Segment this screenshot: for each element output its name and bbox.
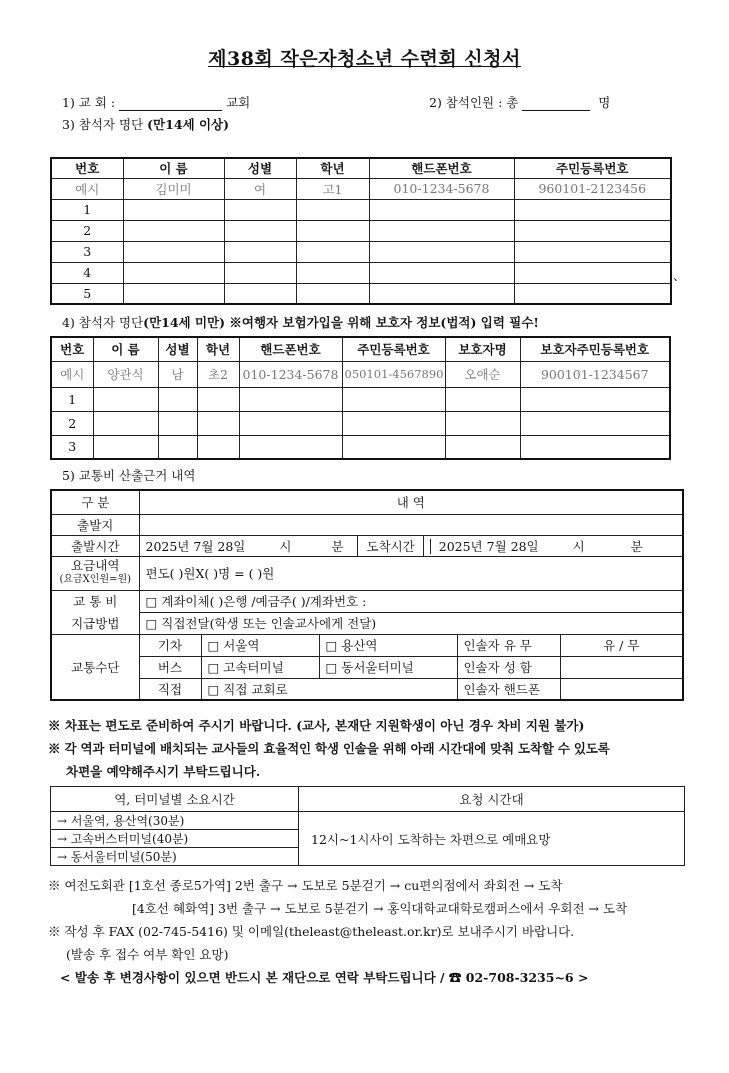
row-number: 2	[51, 411, 93, 435]
gender-cell[interactable]	[224, 199, 296, 220]
attendees-line	[429, 93, 610, 111]
section3-note: (만14세 이상)	[147, 117, 230, 132]
confirmation-note: (발송 후 접수 여부 확인 요망)	[66, 947, 229, 962]
bus-dongseoul-option[interactable]: □ 동서울터미널	[319, 656, 457, 678]
fare-label-main: 요금내역	[71, 558, 120, 573]
guardian-name-cell[interactable]	[445, 387, 520, 411]
col-guardian-name: 보호자명	[445, 337, 520, 361]
example-resident-id: 960101-2123456	[514, 178, 671, 199]
depart-date: 2025년 7월 28일	[145, 538, 246, 554]
gender-cell[interactable]	[224, 262, 296, 283]
grade-cell[interactable]	[197, 411, 239, 435]
section3-label: 3) 참석자 명단	[62, 117, 144, 132]
table-row	[51, 283, 671, 304]
table-row	[51, 220, 671, 241]
duration-express-bus: → 고속버스터미널(40분)	[51, 830, 299, 848]
phone-cell[interactable]	[369, 283, 514, 304]
table-row	[51, 199, 671, 220]
example-grade: 초2	[197, 361, 239, 387]
row-number: 1	[51, 199, 123, 220]
church-suffix: 교회	[226, 95, 251, 110]
contact-note: < 발송 후 변경사항이 있으면 반드시 본 재단으로 연락 부탁드립니다 / ☎ 02-708-3235~6 >	[60, 970, 589, 985]
col-guardian-id: 보호자주민등록번호	[520, 337, 670, 361]
col-gender: 성별	[224, 158, 296, 178]
depart-time-row	[139, 535, 683, 556]
example-name: 양관식	[93, 361, 158, 387]
time-table-header-request: 요청 시간대	[299, 787, 685, 812]
phone-cell[interactable]	[369, 199, 514, 220]
col-grade: 학년	[197, 337, 239, 361]
pay-label-2: 지급방법	[51, 612, 139, 634]
row-number: 3	[51, 241, 123, 262]
note-ticket: ※ 차표는 편도로 준비하여 주시기 바랍니다. (교사, 본재단 지원학생이 아닌 경우 차비 지원 불가)	[48, 718, 585, 733]
guardian-id-cell[interactable]	[520, 387, 670, 411]
train-seoul-option[interactable]: □ 서울역	[201, 634, 319, 656]
guardian-name-cell[interactable]	[445, 435, 520, 459]
depart-minute[interactable]: 분	[331, 538, 344, 554]
direct-church-option[interactable]: □ 직접 교회로	[201, 678, 457, 700]
category-header: 구 분	[51, 490, 139, 514]
row-number: 5	[51, 283, 123, 304]
row-number: 2	[51, 220, 123, 241]
grade-cell[interactable]	[197, 435, 239, 459]
duration-seoul: → 서울역, 용산역(30분)	[51, 812, 299, 830]
example-resident-id: 050101-4567890	[342, 361, 445, 387]
directions-line-1: ※ 여전도회관 [1호선 종로5가역] 2번 출구 → 도보로 5분걷기 → cu편의점에서 좌회전 → 도착	[48, 878, 563, 893]
example-gender: 남	[158, 361, 197, 387]
transport-table	[50, 489, 684, 701]
name-cell[interactable]	[93, 387, 158, 411]
guardian-id-cell[interactable]	[520, 411, 670, 435]
example-phone: 010-1234-5678	[369, 178, 514, 199]
leader-name-label: 인솔자 성 함	[457, 656, 560, 678]
name-cell[interactable]	[123, 283, 224, 304]
gender-cell[interactable]	[224, 241, 296, 262]
name-cell[interactable]	[123, 241, 224, 262]
leader-phone-label: 인솔자 핸드폰	[457, 678, 560, 700]
submission-note: ※ 작성 후 FAX (02-745-5416) 및 이메일(theleast@theleast.or.kr)로 보내주시기 바랍니다.	[48, 924, 575, 939]
phone-cell[interactable]	[239, 435, 342, 459]
pay-label-1: 교 통 비	[51, 590, 139, 612]
table-row	[51, 241, 671, 262]
depart-hour[interactable]: 시	[279, 538, 292, 554]
leader-phone-input[interactable]	[560, 678, 683, 700]
col-resident-id: 주민등록번호	[342, 337, 445, 361]
fare-formula[interactable]: 편도( )원X( )명 = ( )원	[139, 556, 683, 590]
resident-id-cell[interactable]	[514, 262, 671, 283]
section3-heading	[62, 115, 229, 133]
example-number: 예시	[51, 178, 123, 199]
leader-yn-value[interactable]: 유 / 무	[560, 634, 683, 656]
arrive-minute[interactable]: 분	[630, 538, 643, 554]
arrive-hour[interactable]: 시	[572, 538, 585, 554]
note-arrival-2: 차편을 예약해주시기 부탁드립니다.	[66, 764, 261, 779]
phone-cell[interactable]	[239, 411, 342, 435]
gender-cell[interactable]	[158, 435, 197, 459]
col-name: 이 름	[93, 337, 158, 361]
bus-express-option[interactable]: □ 고속터미널	[201, 656, 319, 678]
request-time: 12시~1시사이 도착하는 차편으로 예매요망	[299, 812, 685, 866]
example-name: 김미미	[123, 178, 224, 199]
note-arrival-1: ※ 각 역과 터미널에 배치되는 교사들의 효율적인 학생 인솔을 위해 아래 시간대에 맞춰 도착할 수 있도록	[48, 741, 610, 756]
resident-id-cell[interactable]	[342, 435, 445, 459]
resident-id-cell[interactable]	[342, 411, 445, 435]
church-input[interactable]	[119, 96, 222, 111]
leader-name-input[interactable]	[560, 656, 683, 678]
resident-id-cell[interactable]	[514, 241, 671, 262]
resident-id-cell[interactable]	[514, 283, 671, 304]
fare-label	[51, 556, 139, 590]
attendee-table-under14	[50, 336, 671, 460]
gender-cell[interactable]	[158, 387, 197, 411]
col-number: 번호	[51, 158, 123, 178]
pay-option-direct[interactable]: □ 직접전달(학생 또는 인솔교사에게 전달)	[139, 612, 683, 634]
church-line	[62, 93, 250, 111]
name-cell[interactable]	[93, 411, 158, 435]
direct-label: 직접	[139, 678, 201, 700]
pay-option-transfer[interactable]: □ 계좌이체( )은행 /예금주( )/계좌번호 :	[139, 590, 683, 612]
grade-cell[interactable]	[197, 387, 239, 411]
table-row	[51, 411, 670, 435]
grade-cell[interactable]	[296, 262, 369, 283]
name-cell[interactable]	[93, 435, 158, 459]
row-number: 4	[51, 262, 123, 283]
table-row	[51, 435, 670, 459]
attendees-label: 2) 참석인원 : 총	[429, 95, 519, 110]
col-number: 번호	[51, 337, 93, 361]
name-cell[interactable]	[123, 199, 224, 220]
attendee-table-14plus	[50, 157, 672, 305]
row-number: 1	[51, 387, 93, 411]
section4-note: (만14세 미만) ※여행자 보험가입을 위해 보호자 정보(법적) 입력 필수!	[143, 315, 539, 330]
resident-id-cell[interactable]	[514, 220, 671, 241]
table-row	[51, 387, 670, 411]
grade-cell[interactable]	[296, 283, 369, 304]
grade-cell[interactable]	[296, 199, 369, 220]
phone-cell[interactable]	[369, 241, 514, 262]
phone-cell[interactable]	[369, 262, 514, 283]
guardian-id-cell[interactable]	[520, 435, 670, 459]
gender-cell[interactable]	[224, 220, 296, 241]
col-resident-id: 주민등록번호	[514, 158, 671, 178]
col-gender: 성별	[158, 337, 197, 361]
grade-cell[interactable]	[296, 241, 369, 262]
arrive-time-label: 도착시간	[357, 536, 423, 557]
page-title: 제38회 작은자청소년 수련회 신청서	[208, 48, 521, 70]
duration-dongseoul: → 동서울터미널(50분)	[51, 848, 299, 866]
row-number: 3	[51, 435, 93, 459]
col-grade: 학년	[296, 158, 369, 178]
gender-cell[interactable]	[224, 283, 296, 304]
transport-label: 교통수단	[51, 634, 139, 700]
church-label: 1) 교 회 :	[62, 95, 116, 110]
table-row-example	[51, 361, 670, 387]
resident-id-cell[interactable]	[342, 387, 445, 411]
depart-time-label: 출발시간	[51, 535, 139, 556]
attendees-suffix: 명	[598, 95, 611, 110]
attendees-input[interactable]	[522, 96, 590, 111]
example-guardian-id: 900101-1234567	[520, 361, 670, 387]
example-guardian-name: 오애순	[445, 361, 520, 387]
arrive-date: 2025년 7월 28일	[430, 539, 539, 554]
col-name: 이 름	[123, 158, 224, 178]
table-row	[51, 262, 671, 283]
content-header: 내 역	[139, 490, 683, 514]
name-cell[interactable]	[123, 262, 224, 283]
example-number: 예시	[51, 361, 93, 387]
section4-heading	[62, 313, 539, 331]
directions-line-2: [4호선 혜화역] 3번 출구 → 도보로 5분걷기 → 홍익대학교대학로캠퍼스에서 우회전 → 도착	[132, 901, 628, 916]
table-row-example	[51, 178, 671, 199]
example-grade: 고1	[296, 178, 369, 199]
time-table-header-duration: 역, 터미널별 소요시간	[51, 787, 299, 812]
section5-heading: 5) 교통비 산출근거 내역	[62, 468, 196, 483]
guardian-name-cell[interactable]	[445, 411, 520, 435]
train-yongsan-option[interactable]: □ 용산역	[319, 634, 457, 656]
departure-input[interactable]	[139, 514, 683, 535]
train-label: 기차	[139, 634, 201, 656]
fare-label-sub: (요금X인원=원)	[59, 574, 132, 585]
grade-cell[interactable]	[296, 220, 369, 241]
leader-yn-label: 인솔자 유 무	[457, 634, 560, 656]
name-cell[interactable]	[123, 220, 224, 241]
bus-label: 버스	[139, 656, 201, 678]
section4-label: 4) 참석자 명단	[62, 315, 144, 330]
stray-mark: 、	[673, 268, 686, 283]
col-phone: 핸드폰번호	[369, 158, 514, 178]
resident-id-cell[interactable]	[514, 199, 671, 220]
example-phone: 010-1234-5678	[239, 361, 342, 387]
departure-label: 출발지	[51, 514, 139, 535]
col-phone: 핸드폰번호	[239, 337, 342, 361]
phone-cell[interactable]	[369, 220, 514, 241]
phone-cell[interactable]	[239, 387, 342, 411]
gender-cell[interactable]	[158, 411, 197, 435]
time-table	[50, 786, 685, 866]
example-gender: 여	[224, 178, 296, 199]
